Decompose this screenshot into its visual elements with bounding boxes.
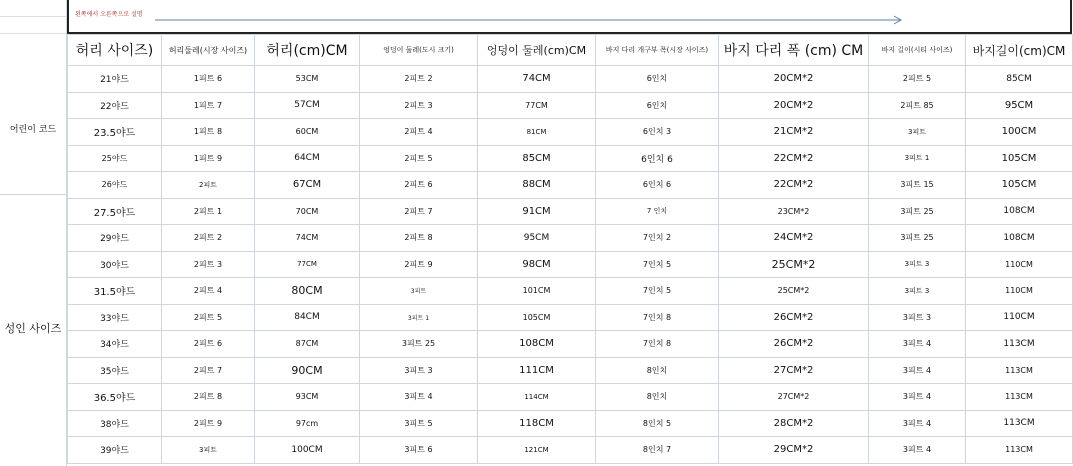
table-cell: 64CM xyxy=(255,145,360,172)
table-cell: 2피트 6 xyxy=(360,172,478,199)
table-row xyxy=(68,225,1073,252)
table-cell: 80CM xyxy=(255,278,360,305)
table-cell: 28CM*2 xyxy=(719,410,869,437)
table-cell: 3피트 4 xyxy=(360,384,478,411)
table-row xyxy=(68,251,1073,278)
table-cell: 2피트 8 xyxy=(360,225,478,252)
table-cell: 1피트 8 xyxy=(162,119,255,146)
table-cell: 77CM xyxy=(255,251,360,278)
table-cell: 25CM*2 xyxy=(719,278,869,305)
table-cell: 7인치 5 xyxy=(596,251,719,278)
size-table xyxy=(67,34,1073,464)
table-cell: 26CM*2 xyxy=(719,304,869,331)
header-row xyxy=(68,35,1073,66)
table-cell: 1피트 6 xyxy=(162,66,255,93)
table-cell: 6인치 6 xyxy=(596,172,719,199)
table-cell: 98CM xyxy=(478,251,596,278)
table-cell: 7인치 8 xyxy=(596,304,719,331)
table-cell: 33야드 xyxy=(68,304,162,331)
table-cell: 81CM xyxy=(478,119,596,146)
table-cell: 2피트 9 xyxy=(162,410,255,437)
table-cell: 3피트 3 xyxy=(869,251,966,278)
table-cell: 27CM*2 xyxy=(719,357,869,384)
table-cell: 88CM xyxy=(478,172,596,199)
table-cell: 1피트 9 xyxy=(162,145,255,172)
table-cell: 3피트 4 xyxy=(869,357,966,384)
table-cell: 39야드 xyxy=(68,437,162,464)
table-cell: 113CM xyxy=(966,331,1073,358)
table-cell: 2피트 1 xyxy=(162,198,255,225)
table-cell: 3피트 25 xyxy=(360,331,478,358)
table-cell: 2피트 5 xyxy=(360,145,478,172)
table-cell: 3피트 25 xyxy=(869,198,966,225)
table-cell: 100CM xyxy=(966,119,1073,146)
table-cell: 6인치 6 xyxy=(596,145,719,172)
table-row xyxy=(68,410,1073,437)
empty-cell xyxy=(0,17,66,34)
table-cell: 110CM xyxy=(966,251,1073,278)
table-cell: 60CM xyxy=(255,119,360,146)
table-cell: 108CM xyxy=(966,225,1073,252)
table-row xyxy=(68,384,1073,411)
table-cell: 2피트 2 xyxy=(360,66,478,93)
table-cell: 8인치 5 xyxy=(596,410,719,437)
group-label-adults: 성인 사이즈 xyxy=(4,322,62,335)
table-cell: 26야드 xyxy=(68,172,162,199)
table-cell: 6인치 xyxy=(596,66,719,93)
table-cell: 1피트 7 xyxy=(162,92,255,119)
table-row xyxy=(68,92,1073,119)
table-cell: 27.5야드 xyxy=(68,198,162,225)
table-cell: 3피트 4 xyxy=(869,331,966,358)
table-cell: 6인치 xyxy=(596,92,719,119)
table-cell: 23CM*2 xyxy=(719,198,869,225)
header-cell: 허리둘레(시장 사이즈) xyxy=(162,35,255,66)
table-cell: 3피트 xyxy=(162,437,255,464)
table-cell: 3피트 4 xyxy=(869,410,966,437)
table-cell: 2피트 4 xyxy=(360,119,478,146)
table-cell: 7인치 2 xyxy=(596,225,719,252)
table-cell: 29CM*2 xyxy=(719,437,869,464)
table-row xyxy=(68,278,1073,305)
table-cell: 101CM xyxy=(478,278,596,305)
table-cell: 108CM xyxy=(966,198,1073,225)
banner-note: 왼쪽에서 오른쪽으로 설명 xyxy=(75,11,143,18)
table-cell: 53CM xyxy=(255,66,360,93)
table-cell: 29야드 xyxy=(68,225,162,252)
table-cell: 3피트 6 xyxy=(360,437,478,464)
table-cell: 3피트 3 xyxy=(360,357,478,384)
table-cell: 3피트 25 xyxy=(869,225,966,252)
header-cell: 엉덩이 둘레(cm)CM xyxy=(478,35,596,66)
table-cell: 74CM xyxy=(478,66,596,93)
table-cell: 7인치 5 xyxy=(596,278,719,305)
table-cell: 3피트 1 xyxy=(869,145,966,172)
table-cell: 3피트 xyxy=(869,119,966,146)
table-cell: 87CM xyxy=(255,331,360,358)
table-cell: 6인치 3 xyxy=(596,119,719,146)
table-cell: 84CM xyxy=(255,304,360,331)
table-row xyxy=(68,437,1073,464)
table-cell: 8인치 xyxy=(596,357,719,384)
table-cell: 2피트 85 xyxy=(869,92,966,119)
table-cell: 27CM*2 xyxy=(719,384,869,411)
header-cell: 바지 다리 개구부 폭(시장 사이즈) xyxy=(596,35,719,66)
empty-cell xyxy=(0,0,66,17)
table-cell: 118CM xyxy=(478,410,596,437)
table-row xyxy=(68,198,1073,225)
table-cell: 113CM xyxy=(966,437,1073,464)
table-cell: 110CM xyxy=(966,278,1073,305)
table-cell: 121CM xyxy=(478,437,596,464)
table-cell: 100CM xyxy=(255,437,360,464)
table-cell: 105CM xyxy=(966,172,1073,199)
table-cell: 2피트 5 xyxy=(162,304,255,331)
table-cell: 67CM xyxy=(255,172,360,199)
header-cell: 엉덩이 둘레(도시 크기) xyxy=(360,35,478,66)
table-cell: 7인치 8 xyxy=(596,331,719,358)
table-cell: 95CM xyxy=(966,92,1073,119)
table-cell: 93CM xyxy=(255,384,360,411)
table-cell: 35야드 xyxy=(68,357,162,384)
table-cell: 20CM*2 xyxy=(719,66,869,93)
table-cell: 113CM xyxy=(966,357,1073,384)
table-cell: 8인치 7 xyxy=(596,437,719,464)
table-cell: 2피트 8 xyxy=(162,384,255,411)
table-cell: 2피트 9 xyxy=(360,251,478,278)
table-cell: 3피트 15 xyxy=(869,172,966,199)
header-cell: 바지 길이(시티 사이즈) xyxy=(869,35,966,66)
table-cell: 77CM xyxy=(478,92,596,119)
table-cell: 97cm xyxy=(255,410,360,437)
table-cell: 111CM xyxy=(478,357,596,384)
table-cell: 57CM xyxy=(255,92,360,119)
table-cell: 74CM xyxy=(255,225,360,252)
table-cell: 3피트 3 xyxy=(869,278,966,305)
table-cell: 95CM xyxy=(478,225,596,252)
table-cell: 21CM*2 xyxy=(719,119,869,146)
table-cell: 3피트 4 xyxy=(869,384,966,411)
table-cell: 38야드 xyxy=(68,410,162,437)
header-cell: 허리(cm)CM xyxy=(255,35,360,66)
table-cell: 21야드 xyxy=(68,66,162,93)
table-cell: 2피트 7 xyxy=(360,198,478,225)
table-row xyxy=(68,119,1073,146)
table-row xyxy=(68,66,1073,93)
table-cell: 31.5야드 xyxy=(68,278,162,305)
table-cell: 7 인치 xyxy=(596,198,719,225)
table-cell: 3피트 3 xyxy=(869,304,966,331)
group-divider xyxy=(0,194,66,195)
table-cell: 25야드 xyxy=(68,145,162,172)
table-cell: 26CM*2 xyxy=(719,331,869,358)
table-cell: 85CM xyxy=(966,66,1073,93)
table-cell: 113CM xyxy=(966,410,1073,437)
table-cell: 2피트 6 xyxy=(162,331,255,358)
table-cell: 2피트 7 xyxy=(162,357,255,384)
table-cell: 2피트 3 xyxy=(360,92,478,119)
table-cell: 22CM*2 xyxy=(719,172,869,199)
table-cell: 25CM*2 xyxy=(719,251,869,278)
table-cell: 34야드 xyxy=(68,331,162,358)
table-row xyxy=(68,172,1073,199)
header-cell: 허리 사이즈) xyxy=(68,35,162,66)
table-cell: 70CM xyxy=(255,198,360,225)
table-row xyxy=(68,304,1073,331)
group-label-kids: 어린이 코드 xyxy=(9,125,57,135)
table-cell: 2피트 5 xyxy=(869,66,966,93)
table-cell: 2피트 2 xyxy=(162,225,255,252)
header-cell: 바지 다리 폭 (cm) CM xyxy=(719,35,869,66)
table-cell: 23.5야드 xyxy=(68,119,162,146)
table-cell: 22야드 xyxy=(68,92,162,119)
table-cell: 20CM*2 xyxy=(719,92,869,119)
header-cell: 바지길이(cm)CM xyxy=(966,35,1073,66)
table-cell: 30야드 xyxy=(68,251,162,278)
table-row xyxy=(68,145,1073,172)
table-cell: 90CM xyxy=(255,357,360,384)
table-cell: 85CM xyxy=(478,145,596,172)
table-cell: 3피트 xyxy=(360,278,478,305)
table-cell: 105CM xyxy=(478,304,596,331)
table-cell: 114CM xyxy=(478,384,596,411)
table-cell: 8인치 xyxy=(596,384,719,411)
table-row xyxy=(68,331,1073,358)
table-cell: 110CM xyxy=(966,304,1073,331)
table-cell: 2피트 3 xyxy=(162,251,255,278)
table-cell: 2피트 4 xyxy=(162,278,255,305)
note-banner xyxy=(67,0,1072,34)
table-cell: 24CM*2 xyxy=(719,225,869,252)
table-cell: 22CM*2 xyxy=(719,145,869,172)
table-cell: 105CM xyxy=(966,145,1073,172)
table-cell: 108CM xyxy=(478,331,596,358)
table-cell: 113CM xyxy=(966,384,1073,411)
table-cell: 3피트 4 xyxy=(869,437,966,464)
right-arrow-icon xyxy=(155,14,907,26)
table-cell: 3피트 1 xyxy=(360,304,478,331)
table-cell: 36.5야드 xyxy=(68,384,162,411)
table-cell: 91CM xyxy=(478,198,596,225)
row-header-column xyxy=(0,0,67,466)
table-cell: 2피트 xyxy=(162,172,255,199)
table-row xyxy=(68,357,1073,384)
table-cell: 3피트 5 xyxy=(360,410,478,437)
